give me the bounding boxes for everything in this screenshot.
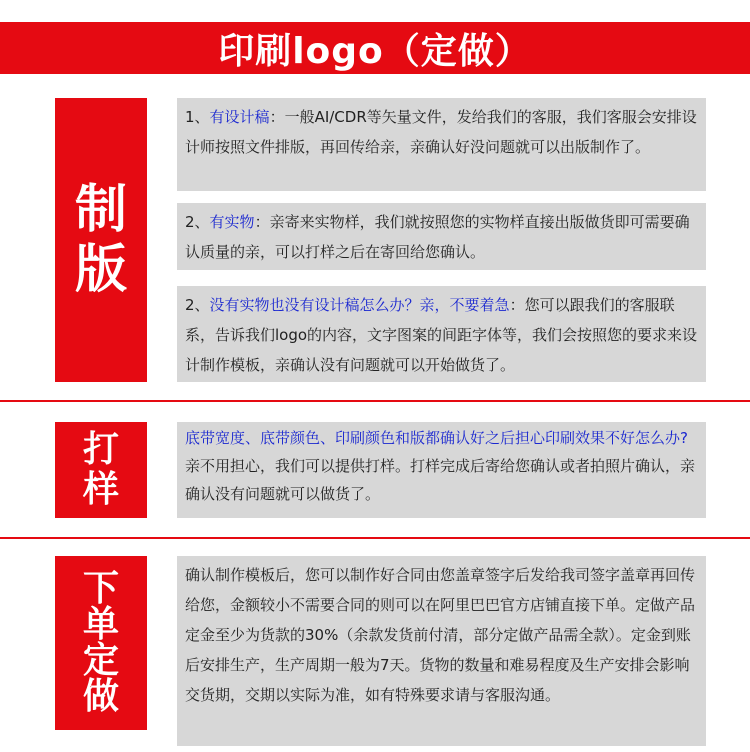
label-char: 单: [82, 604, 119, 645]
item-prefix: 2、: [185, 296, 210, 314]
label-char: 做: [82, 676, 119, 717]
item-highlight: 有设计稿: [209, 108, 270, 126]
label-char: 打: [82, 429, 119, 470]
section-label-plate-making: [55, 98, 147, 382]
item-prefix: 2、: [185, 213, 210, 231]
order-text: 确认制作模板后，您可以制作好合同由您盖章签字后发给我司签字盖章再回传给您，金额较小不需要合同的则可以在阿里巴巴官方店铺直接下单。定做产品定金至少为货款的30%（余款发货前付清，部分定做产品需全款）。定金到账后安排生产，生产周期一般为7天。货物的数量和难易程度及生产安排会影响交货期，交期以实际为准，如有特殊要求请与客服沟通。: [185, 566, 696, 704]
label-char: 定: [82, 640, 119, 681]
label-char: 下: [82, 568, 119, 609]
title-banner: [0, 22, 750, 74]
plate-item-design-file: [177, 98, 706, 191]
item-prefix: 1、: [185, 108, 210, 126]
label-char: 样: [82, 469, 119, 510]
plate-item-physical-sample: [177, 203, 706, 270]
proofing-question: 底带宽度、底带颜色、印刷颜色和版都确认好之后担心印刷效果不好怎么办?: [185, 429, 688, 447]
label-char: 版: [74, 240, 127, 300]
section-label-proofing: [55, 422, 147, 518]
label-char: 制: [74, 180, 127, 240]
section-divider: [0, 537, 750, 539]
proofing-info: [177, 422, 706, 518]
page-title: 印刷logo（定做）: [218, 30, 532, 72]
proofing-answer: 亲不用担心，我们可以提供打样。打样完成后寄给您确认或者拍照片确认，亲确认没有问题就可以做货了。: [185, 457, 696, 503]
item-body: ：您可以跟我们的客服联系，告诉我们logo的内容，文字图案的间距字体等，我们会按照您的要求来设计制作模板，亲确认没有问题就可以开始做货了。: [185, 296, 698, 374]
item-body: ：一般AI/CDR等矢量文件，发给我们的客服，我们客服会安排设计师按照文件排版，再回传给亲，亲确认好没问题就可以出版制作了。: [185, 108, 697, 156]
item-body: ：亲寄来实物样，我们就按照您的实物样直接出版做货即可需要确认质量的亲，可以打样之后在寄回给您确认。: [185, 213, 690, 261]
plate-item-no-sample: [177, 286, 706, 382]
section-label-order: [55, 556, 147, 730]
section-divider: [0, 400, 750, 402]
item-highlight: 有实物: [209, 213, 255, 231]
item-highlight: 没有实物也没有设计稿怎么办？亲，不要着急: [209, 296, 510, 314]
order-info: [177, 556, 706, 746]
